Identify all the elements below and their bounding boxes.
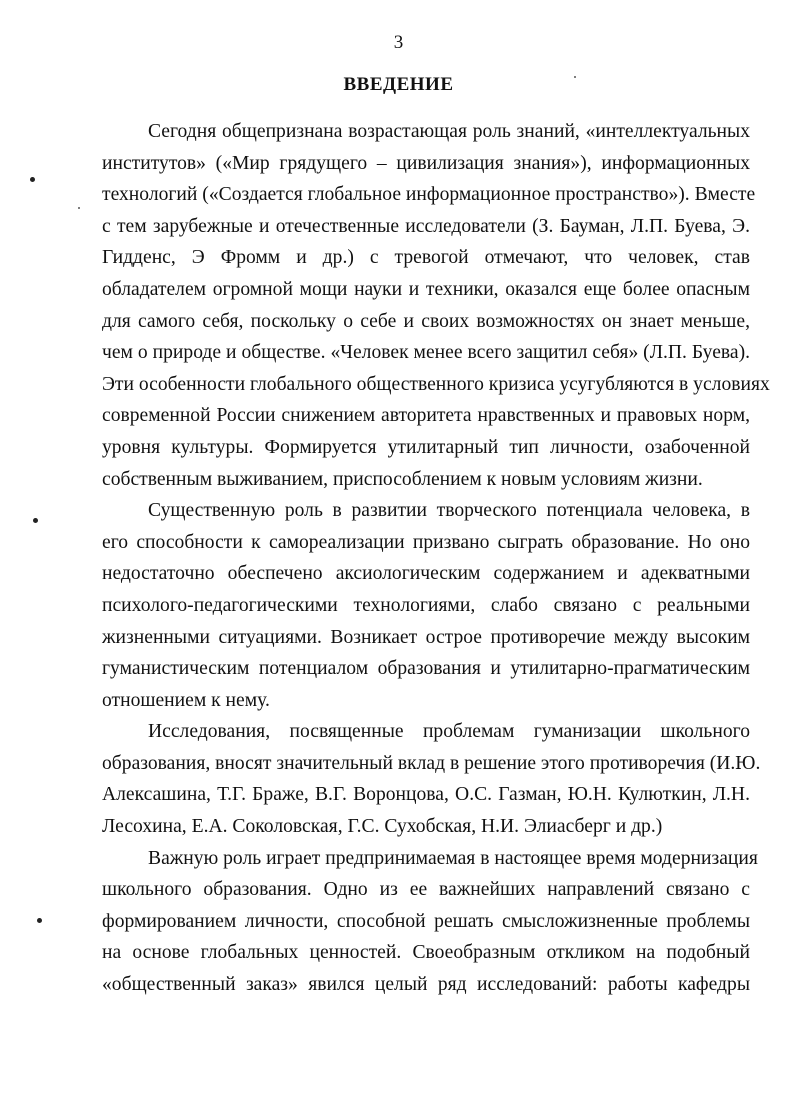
text-line: для самого себя, поскольку о себе и своих возможностях он знает меньше, <box>102 310 750 332</box>
document-body <box>102 116 770 1001</box>
text-line: Важную роль играет предпринимаемая в настоящее время модернизация <box>148 847 758 869</box>
text-line: с тем зарубежные и отечественные исследователи (З. Бауман, Л.П. Буева, Э. <box>102 215 750 237</box>
paragraph <box>102 116 770 495</box>
text-line: его способности к самореализации призвано сыграть образование. Но оно <box>102 531 750 553</box>
text-line: Гидденс, Э Фромм и др.) с тревогой отмечают, что человек, став <box>102 247 750 269</box>
text-line: современной России снижением авторитета нравственных и правовых норм, <box>102 405 750 427</box>
text-line: психолого-педагогическими технологиями, слабо связано с реальными <box>102 594 750 616</box>
text-line: собственным выживанием, приспособлением к новым условиям жизни. <box>102 468 703 490</box>
text-line: жизненными ситуациями. Возникает острое противоречие между высоким <box>102 626 750 648</box>
text-line: Лесохина, Е.А. Соколовская, Г.С. Сухобская, Н.И. Элиасберг и др.) <box>102 816 663 838</box>
text-line: образования, вносят значительный вклад в решение этого противоречия (И.Ю. <box>102 752 761 774</box>
scan-speck <box>33 518 38 523</box>
text-line: Алексашина, Т.Г. Браже, В.Г. Воронцова, О.С. Газман, Ю.Н. Кулюткин, Л.Н. <box>102 784 750 806</box>
scan-speck <box>78 207 80 209</box>
paragraph <box>102 716 761 842</box>
text-line: Сегодня общепризнана возрастающая роль знаний, «интеллектуальных <box>148 121 750 142</box>
scan-speck <box>37 918 42 923</box>
text-line: уровня культуры. Формируется утилитарный тип личности, озабоченной <box>102 436 750 458</box>
text-line: Эти особенности глобального общественного кризиса усугубляются в условиях <box>102 373 770 395</box>
text-line: Существенную роль в развитии творческого потенциала человека, в <box>148 500 750 522</box>
text-line: институтов» («Мир грядущего – цивилизация знания»), информационных <box>102 152 750 174</box>
text-line: гуманистическим потенциалом образования и утилитарно-прагматическим <box>102 658 750 680</box>
text-line: технологий («Создается глобальное информационное пространство»). Вместе <box>102 184 756 206</box>
scan-speck <box>30 177 35 182</box>
paragraph <box>102 495 750 716</box>
text-line: формированием личности, способной решать смысложизненные проблемы <box>102 910 750 932</box>
text-line: Исследования, посвященные проблемам гуманизации школьного <box>148 721 750 743</box>
paragraph <box>102 843 758 1001</box>
text-line: «общественный заказ» явился целый ряд исследований: работы кафедры <box>102 974 750 996</box>
text-line: отношением к нему. <box>102 689 270 711</box>
text-line: на основе глобальных ценностей. Своеобразным откликом на подобный <box>102 942 750 964</box>
page-number: 3 <box>393 32 404 53</box>
text-line: чем о природе и обществе. «Человек менее всего защитил себя» (Л.П. Буева). <box>102 342 750 364</box>
page-heading: ВВЕДЕНИЕ <box>343 74 454 95</box>
text-line: недостаточно обеспечено аксиологическим содержанием и адекватными <box>102 563 750 585</box>
text-line: обладателем огромной мощи науки и техники, оказался еще более опасным <box>102 278 750 300</box>
scan-speck <box>574 76 576 78</box>
text-line: школьного образования. Одно из ее важнейших направлений связано с <box>102 879 750 901</box>
